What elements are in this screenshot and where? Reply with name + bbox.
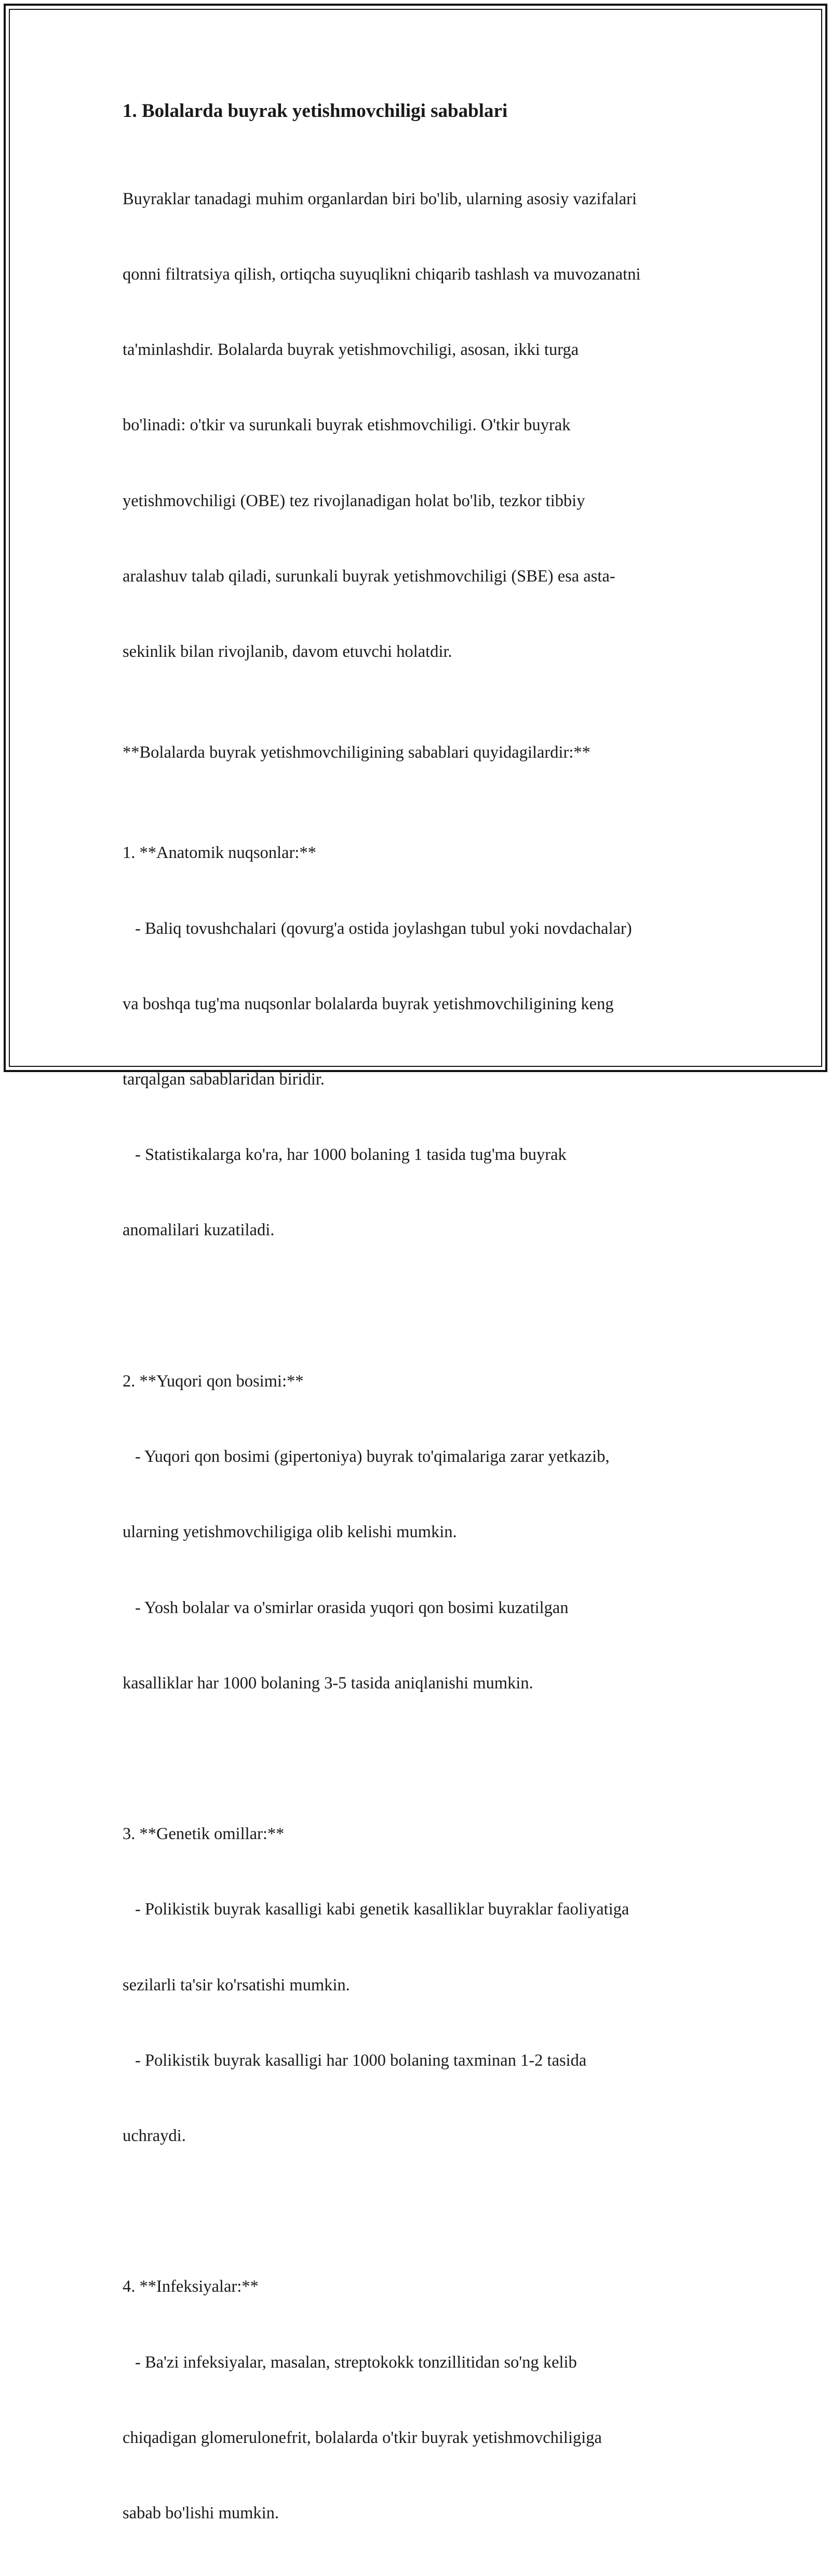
text-line: yetishmovchiligi (OBE) tez rivojlanadigan holat bo'lib, tezkor tibbiy [123, 491, 585, 510]
section-heading: 3. **Genetik omillar:** [123, 1825, 285, 1844]
text-line: aralashuv talab qiladi, surunkali buyrak yetishmovchiligi (SBE) esa asta- [123, 566, 615, 586]
text-line: kasalliklar har 1000 bolaning 3-5 tasida aniqlanishi mumkin. [123, 1673, 533, 1693]
section-genetik-omillar [123, 1771, 725, 2199]
section-infeksiyalar [123, 2224, 725, 2576]
bullet-line: - Ba'zi infeksiyalar, masalan, streptokokk tonzillitidan so'ng kelib [135, 2353, 577, 2372]
bullet-line: - Statistikalarga ko'ra, har 1000 bolaning 1 tasida tug'ma buyrak [135, 1145, 567, 1165]
section-anatomik-nuqsonlar [123, 790, 725, 1293]
text-line: tarqalgan sabablaridan biridir. [123, 1070, 325, 1089]
spacer [123, 1293, 725, 1318]
text-line: va boshqa tug'ma nuqsonlar bolalarda buyrak yetishmovchiligining keng [123, 994, 614, 1013]
section-heading: 4. **Infeksiyalar:** [123, 2277, 259, 2296]
text-line: Buyraklar tanadagi muhim organlardan biri bo'lib, ularning asosiy vazifalari [123, 189, 637, 208]
bullet-line: - Yuqori qon bosimi (gipertoniya) buyrak to'qimalariga zarar yetkazib, [135, 1447, 610, 1467]
section-yuqori-qon-bosimi [123, 1318, 725, 1746]
document-body [123, 97, 725, 2576]
causes-heading: **Bolalarda buyrak yetishmovchiligining sabablari quyidagilardir:** [123, 743, 591, 762]
spacer [123, 2199, 725, 2224]
text-line: sabab bo'lishi mumkin. [123, 2504, 279, 2523]
bullet-line: - Polikistik buyrak kasalligi har 1000 bolaning taxminan 1-2 tasida [135, 2051, 587, 2070]
text-line: chiqadigan glomerulonefrit, bolalarda o'tkir buyrak yetishmovchiligiga [123, 2428, 602, 2447]
section-heading: 1. **Anatomik nuqsonlar:** [123, 843, 316, 863]
intro-paragraph [123, 136, 725, 715]
spacer [123, 715, 725, 739]
text-line: anomalilari kuzatiladi. [123, 1221, 275, 1240]
text-line: uchraydi. [123, 2126, 186, 2146]
text-line: qonni filtratsiya qilish, ortiqcha suyuqlikni chiqarib tashlash va muvozanatni [123, 265, 641, 284]
bullet-line: - Baliq tovushchalari (qovurg'a ostida joylashgan tubul yoki novdachalar) [135, 919, 632, 938]
text-line: ta'minlashdir. Bolalarda buyrak yetishmovchiligi, asosan, ikki turga [123, 340, 579, 360]
text-line: bo'linadi: o'tkir va surunkali buyrak etishmovchiligi. O'tkir buyrak [123, 416, 571, 435]
text-line: ularning yetishmovchiligiga olib kelishi mumkin. [123, 1523, 457, 1542]
spacer [123, 1746, 725, 1771]
section-heading: 2. **Yuqori qon bosimi:** [123, 1371, 304, 1391]
document-title: 1. Bolalarda buyrak yetishmovchiligi sabablari [123, 100, 508, 122]
text-line: sekinlik bilan rivojlanib, davom etuvchi holatdir. [123, 642, 452, 662]
spacer [123, 765, 725, 790]
bullet-line: - Yosh bolalar va o'smirlar orasida yuqori qon bosimi kuzatilgan [135, 1598, 569, 1617]
bullet-line: - Polikistik buyrak kasalligi kabi genetik kasalliklar buyraklar faoliyatiga [135, 1900, 629, 1919]
text-line: sezilarli ta'sir ko'rsatishi mumkin. [123, 1975, 350, 1994]
